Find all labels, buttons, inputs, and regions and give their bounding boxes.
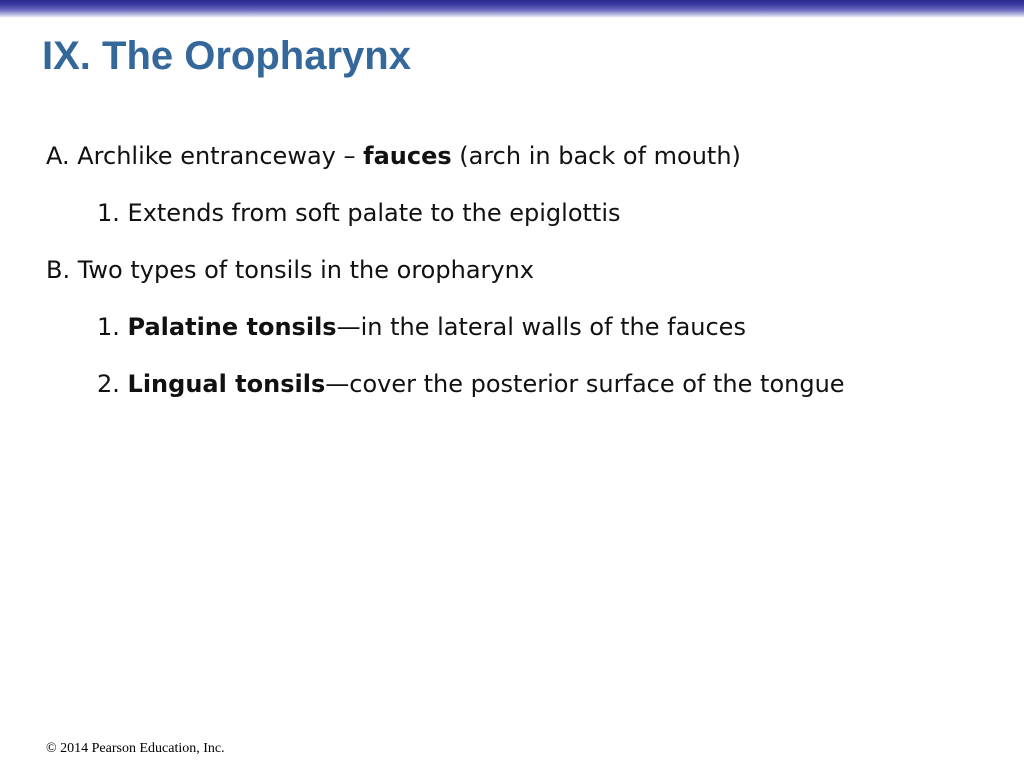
point-b-1-text: —in the lateral walls of the fauces	[336, 313, 746, 341]
top-gradient-bar	[0, 0, 1024, 18]
point-b-2	[46, 366, 1006, 423]
point-b-2-number: 2.	[97, 370, 128, 398]
point-b-2-term: Lingual tonsils	[127, 370, 326, 398]
copyright-footer: © 2014 Pearson Education, Inc.	[46, 741, 225, 756]
point-b-text: B. Two types of tonsils in the oropharynx	[46, 256, 535, 284]
point-a-text: A. Archlike entranceway –	[46, 142, 364, 170]
point-b-2-text: —cover the posterior surface of the tongue	[325, 370, 845, 398]
slide-body	[46, 138, 1006, 423]
point-b-1-term: Palatine tonsils	[127, 313, 337, 341]
point-a	[46, 138, 1006, 195]
slide-title: IX. The Oropharynx	[42, 34, 411, 78]
point-a-note: (arch in back of mouth)	[451, 142, 741, 170]
point-b-1-number: 1.	[97, 313, 128, 341]
point-b	[46, 252, 1006, 309]
point-a-term: fauces	[363, 142, 452, 170]
point-b-1	[46, 309, 1006, 366]
point-a-1	[46, 195, 1006, 252]
point-a-1-text: 1. Extends from soft palate to the epiglottis	[97, 199, 621, 227]
